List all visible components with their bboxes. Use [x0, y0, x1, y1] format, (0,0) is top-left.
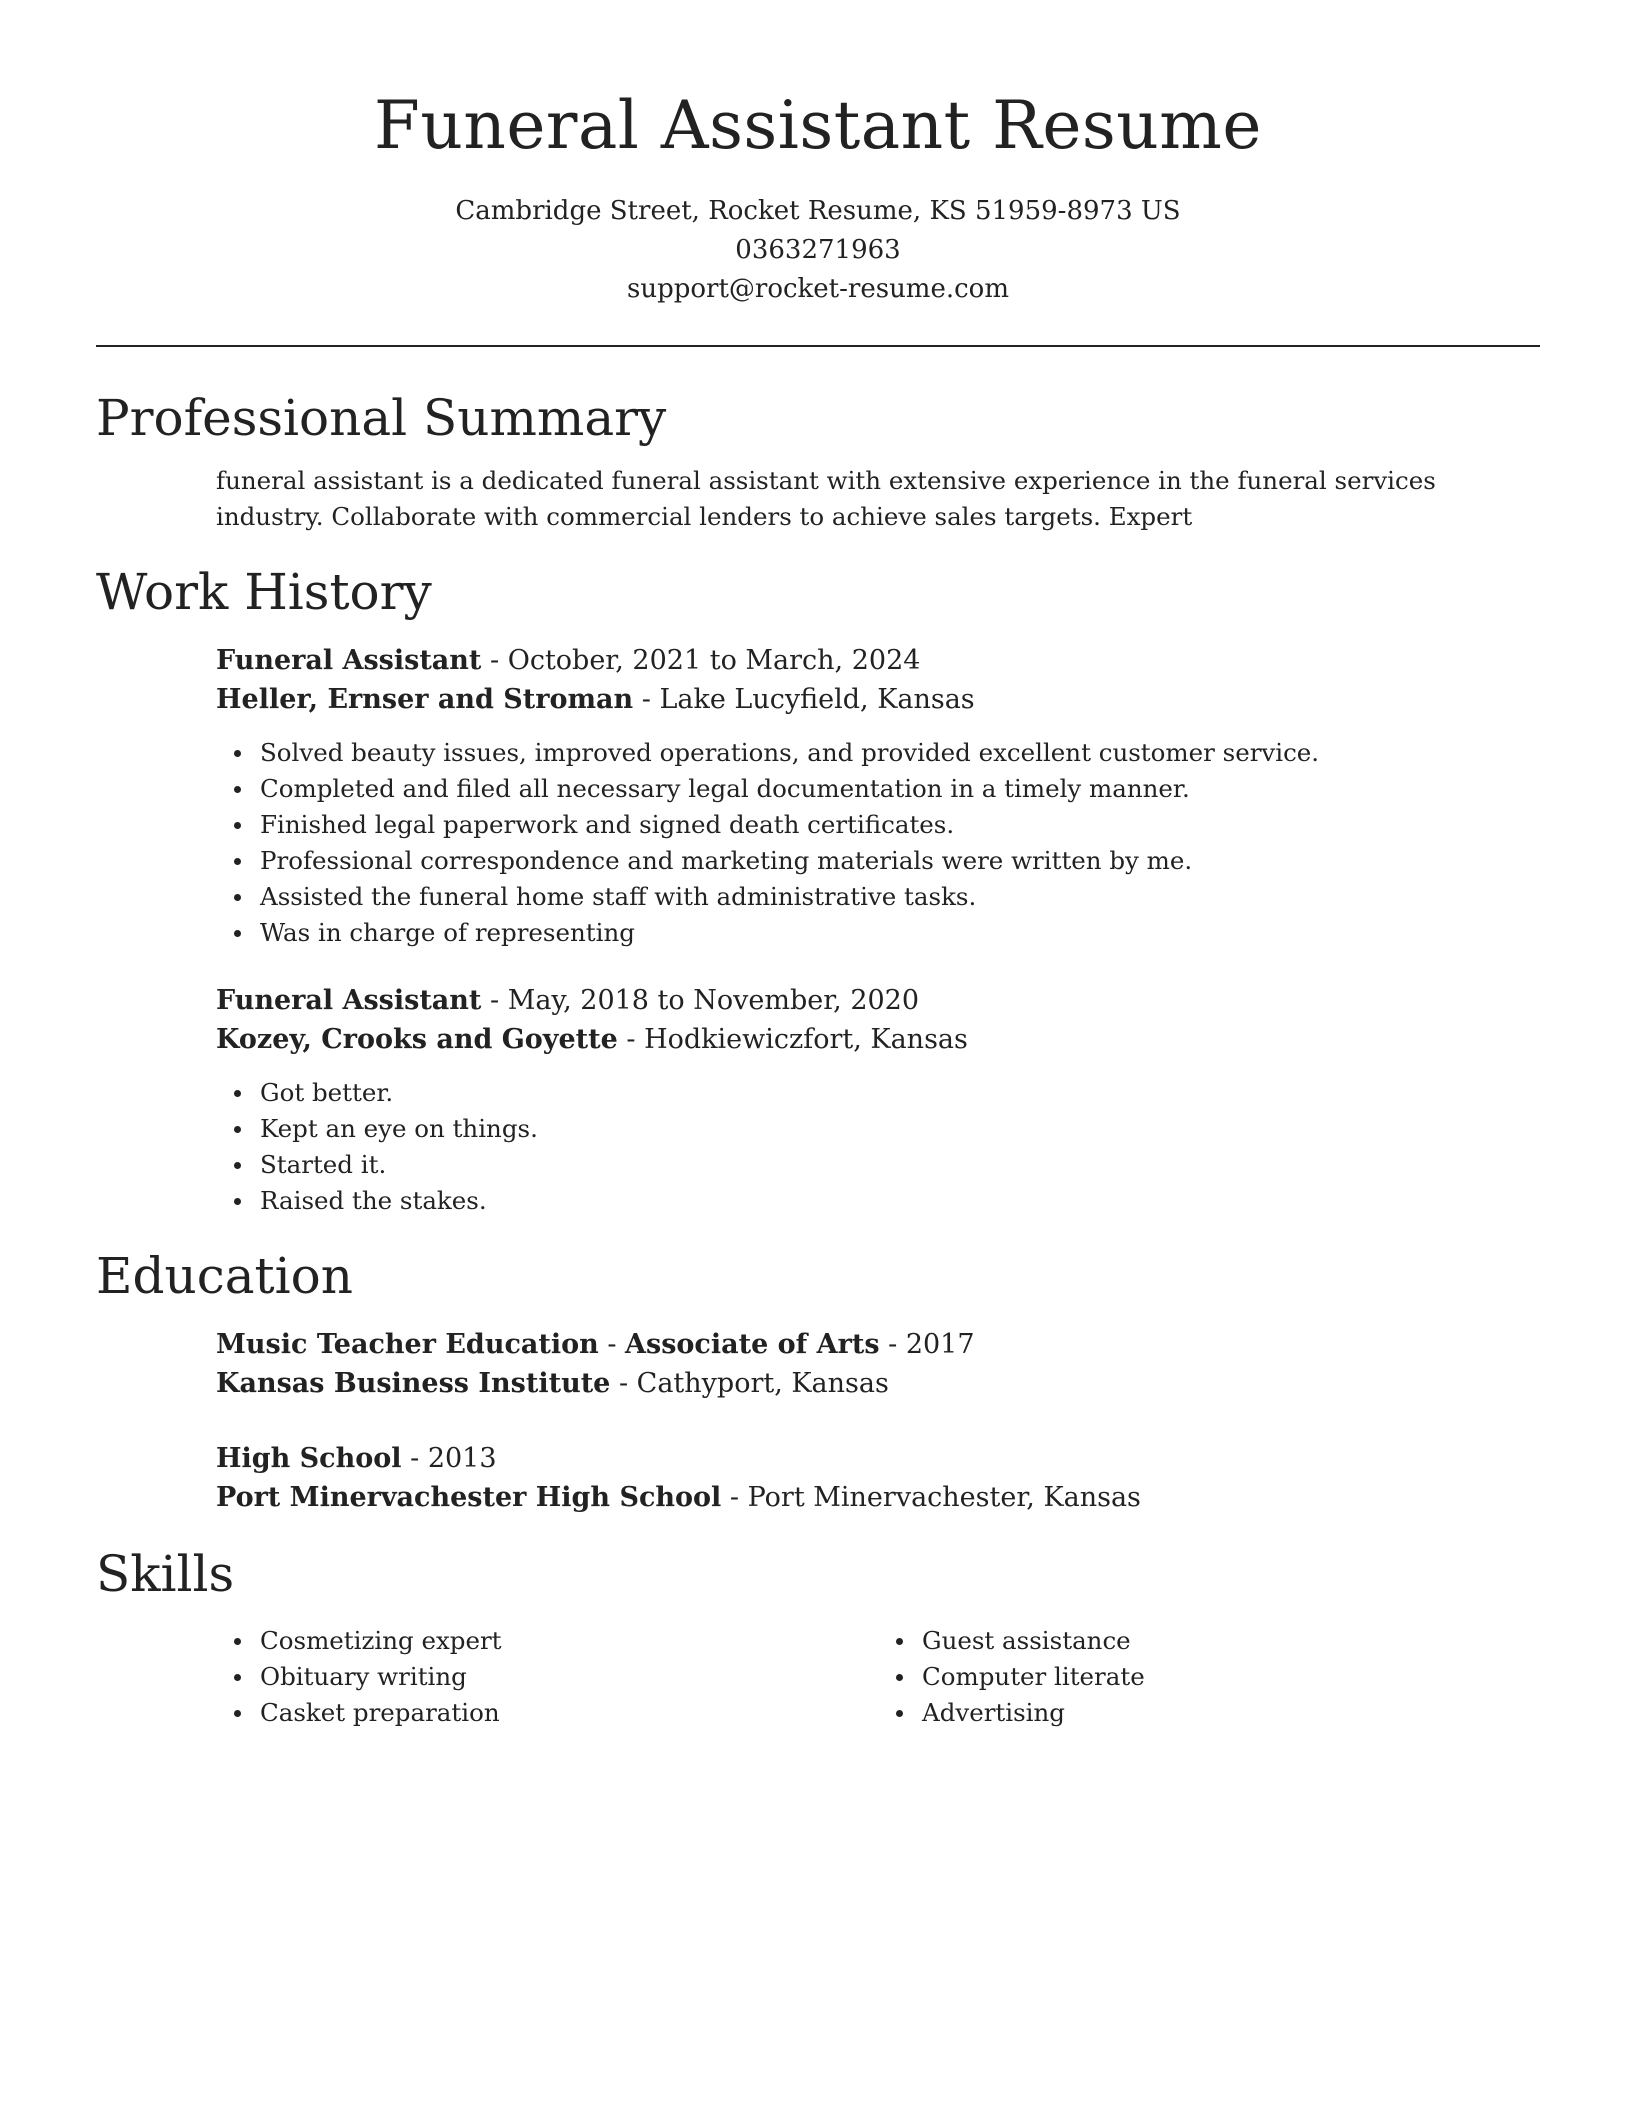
- list-item: Solved beauty issues, improved operations, and provided excellent customer service.: [260, 735, 1540, 771]
- program-name: High School: [216, 1443, 402, 1474]
- job-title: Funeral Assistant: [216, 985, 482, 1016]
- degree-name: Associate of Arts: [625, 1329, 880, 1360]
- phone: 0363271963: [735, 235, 901, 265]
- education-heading: Education: [96, 1247, 353, 1305]
- skills-list-left: [216, 1623, 878, 1731]
- list-item: Professional correspondence and marketing materials were written by me.: [260, 843, 1540, 879]
- resume-header: [96, 0, 1540, 309]
- school-location: Port Minervachester, Kansas: [747, 1482, 1141, 1513]
- list-item: Finished legal paperwork and signed death certificates.: [260, 807, 1540, 843]
- skill-item: Cosmetizing expert: [260, 1623, 878, 1659]
- list-item: Completed and filed all necessary legal documentation in a timely manner.: [260, 771, 1540, 807]
- school-name: Port Minervachester High School: [216, 1482, 722, 1513]
- job-bullets: [216, 735, 1540, 951]
- job-dates: October, 2021 to March, 2024: [507, 645, 921, 676]
- skills-list-right: [878, 1623, 1540, 1731]
- school-line: Kansas Business Institute - Cathyport, Kansas: [216, 1368, 889, 1399]
- summary-section: [96, 387, 1540, 535]
- email[interactable]: support@rocket-resume.com: [626, 274, 1009, 304]
- job-location: Lake Lucyfield, Kansas: [659, 684, 975, 715]
- skills-heading: Skills: [96, 1545, 235, 1603]
- work-history-heading: Work History: [96, 563, 432, 621]
- skill-item: Casket preparation: [260, 1695, 878, 1731]
- job-company-line: Heller, Ernser and Stroman - Lake Lucyfield, Kansas: [216, 684, 975, 715]
- skill-item: Advertising: [922, 1695, 1540, 1731]
- education-entry: [216, 1439, 1540, 1517]
- list-item: Kept an eye on things.: [260, 1111, 1540, 1147]
- graduation-year: 2017: [905, 1329, 975, 1360]
- education-entry: [216, 1325, 1540, 1403]
- company-name: Heller, Ernser and Stroman: [216, 684, 634, 715]
- job-company-line: Kozey, Crooks and Goyette - Hodkiewiczfort, Kansas: [216, 1024, 968, 1055]
- summary-text: funeral assistant is a dedicated funeral assistant with extensive experience in the funeral services industry. Collaborate with commercial lenders to achieve sales targets. Expert: [216, 466, 1436, 531]
- school-location: Cathyport, Kansas: [636, 1368, 889, 1399]
- resume-title: Funeral Assistant Resume: [374, 87, 1262, 164]
- list-item: Got better.: [260, 1075, 1540, 1111]
- contact-info: [96, 192, 1540, 309]
- address: Cambridge Street, Rocket Resume, KS 51959-8973 US: [455, 196, 1181, 226]
- job-entry: [216, 641, 1540, 951]
- skill-item: Computer literate: [922, 1659, 1540, 1695]
- job-dates: May, 2018 to November, 2020: [507, 985, 920, 1016]
- job-entry: [216, 981, 1540, 1219]
- resume-page: [96, 0, 1540, 1731]
- job-title-line: Funeral Assistant - October, 2021 to March, 2024: [216, 645, 921, 676]
- education-section: [96, 1245, 1540, 1517]
- school-name: Kansas Business Institute: [216, 1368, 611, 1399]
- skills-section: [96, 1543, 1540, 1731]
- degree-line: Music Teacher Education - Associate of Arts - 2017: [216, 1329, 975, 1360]
- list-item: Raised the stakes.: [260, 1183, 1540, 1219]
- school-line: Port Minervachester High School - Port Minervachester, Kansas: [216, 1482, 1141, 1513]
- program-name: Music Teacher Education: [216, 1329, 599, 1360]
- list-item: Was in charge of representing: [260, 915, 1540, 951]
- summary-heading: Professional Summary: [96, 389, 667, 447]
- job-location: Hodkiewiczfort, Kansas: [644, 1024, 968, 1055]
- skills-columns: [216, 1623, 1540, 1731]
- skill-item: Guest assistance: [922, 1623, 1540, 1659]
- company-name: Kozey, Crooks and Goyette: [216, 1024, 618, 1055]
- job-title-line: Funeral Assistant - May, 2018 to November, 2020: [216, 985, 920, 1016]
- job-bullets: [216, 1075, 1540, 1219]
- header-divider: [96, 345, 1540, 347]
- graduation-year: 2013: [427, 1443, 497, 1474]
- job-title: Funeral Assistant: [216, 645, 482, 676]
- skill-item: Obituary writing: [260, 1659, 878, 1695]
- list-item: Started it.: [260, 1147, 1540, 1183]
- work-history-section: [96, 561, 1540, 1219]
- list-item: Assisted the funeral home staff with administrative tasks.: [260, 879, 1540, 915]
- degree-line: High School - 2013: [216, 1443, 497, 1474]
